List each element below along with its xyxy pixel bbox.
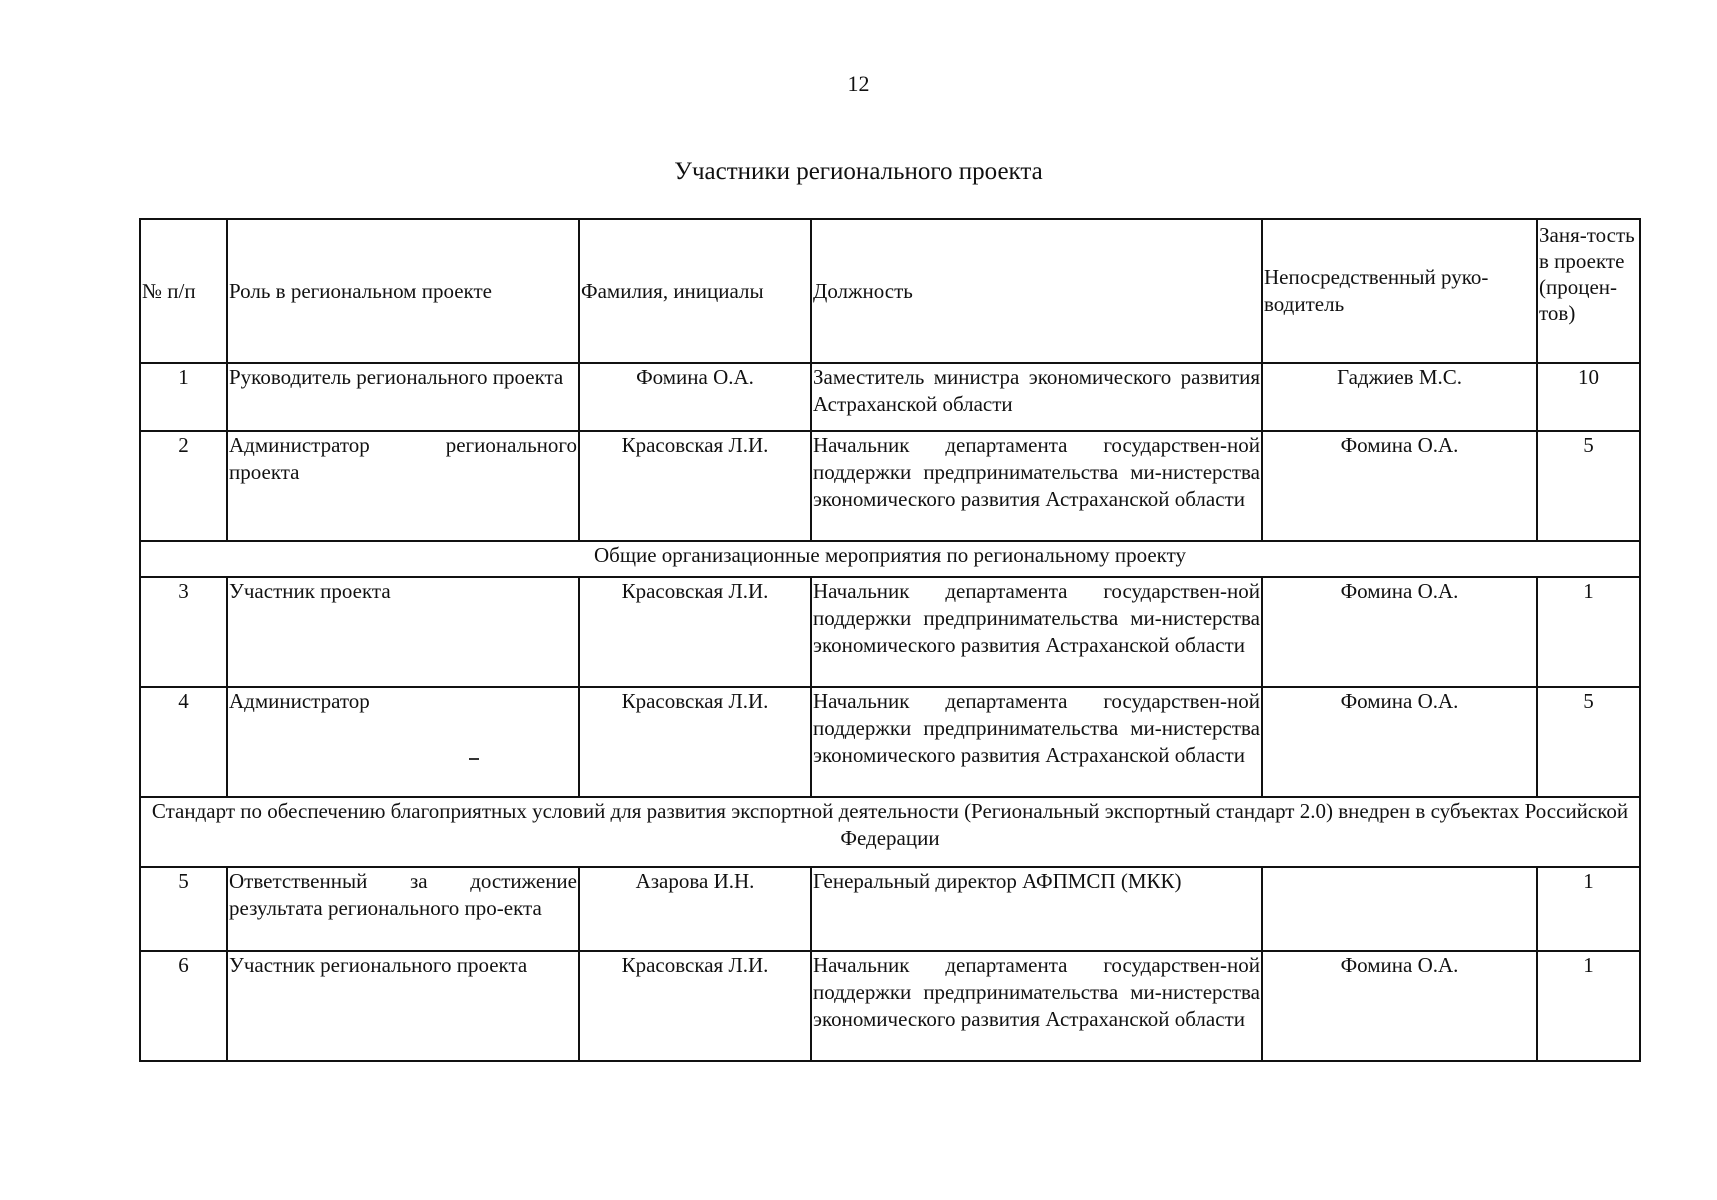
cell-role: Администратор (227, 687, 579, 797)
cell-position: Генеральный директор АФПМСП (МКК) (811, 867, 1262, 951)
cell-position: Заместитель министра экономического развития Астраханской области (811, 363, 1262, 431)
cell-name: Азарова И.Н. (579, 867, 811, 951)
participants-table (139, 218, 1641, 1062)
cell-position: Начальник департамента государствен-ной поддержки предпринимательства ми-нистерства экономического развития Астраханской области (811, 687, 1262, 797)
cell-position: Начальник департамента государствен-ной поддержки предпринимательства ми-нистерства экономического развития Астраханской области (811, 577, 1262, 687)
cell-manager: Фомина О.А. (1262, 431, 1537, 541)
header-number: № п/п (140, 219, 227, 363)
cell-role: Участник регионального проекта (227, 951, 579, 1061)
cell-number: 1 (140, 363, 227, 431)
cell-manager: Гаджиев М.С. (1262, 363, 1537, 431)
cell-manager: Фомина О.А. (1262, 577, 1537, 687)
cell-role: Участник проекта (227, 577, 579, 687)
cell-load: 5 (1537, 687, 1640, 797)
cell-name: Фомина О.А. (579, 363, 811, 431)
cell-manager: Фомина О.А. (1262, 951, 1537, 1061)
cell-position: Начальник департамента государствен-ной поддержки предпринимательства ми-нистерства экономического развития Астраханской области (811, 431, 1262, 541)
header-name: Фамилия, инициалы (579, 219, 811, 363)
cell-number: 4 (140, 687, 227, 797)
page-number: 12 (847, 71, 870, 96)
cell-number: 5 (140, 867, 227, 951)
cell-manager: Фомина О.А. (1262, 687, 1537, 797)
table-row (140, 431, 1640, 541)
cell-load: 5 (1537, 431, 1640, 541)
cell-role: Ответственный за достижение результата регионального про-екта (227, 867, 579, 951)
cell-role: Администратор регионального проекта (227, 431, 579, 541)
table-row (140, 687, 1640, 797)
header-position: Должность (811, 219, 1262, 363)
table-section-row (140, 797, 1640, 867)
cell-load: 1 (1537, 951, 1640, 1061)
header-manager: Непосредственный руко-водитель (1262, 219, 1537, 363)
section-heading: Общие организационные мероприятия по региональному проекту (140, 541, 1640, 577)
cell-name: Красовская Л.И. (579, 431, 811, 541)
cell-position: Начальник департамента государствен-ной поддержки предпринимательства ми-нистерства экономического развития Астраханской области (811, 951, 1262, 1061)
cell-manager (1262, 867, 1537, 951)
cell-number: 2 (140, 431, 227, 541)
page-title: Участники регионального проекта (674, 158, 1043, 185)
table-row (140, 951, 1640, 1061)
header-load: Заня-тость в проекте (процен-тов) (1537, 219, 1640, 363)
cell-name: Красовская Л.И. (579, 687, 811, 797)
cell-load: 1 (1537, 867, 1640, 951)
cell-load: 10 (1537, 363, 1640, 431)
cell-number: 6 (140, 951, 227, 1061)
cell-name: Красовская Л.И. (579, 951, 811, 1061)
section-heading: Стандарт по обеспечению благоприятных условий для развития экспортной деятельности (Региональный экспортный стандарт 2.0) внедрен в субъектах Российской Федерации (140, 797, 1640, 867)
stray-dash-mark (469, 758, 479, 760)
header-role: Роль в региональном проекте (227, 219, 579, 363)
cell-load: 1 (1537, 577, 1640, 687)
table-header-row (140, 219, 1640, 363)
table-row (140, 867, 1640, 951)
table-section-row (140, 541, 1640, 577)
table-row (140, 577, 1640, 687)
cell-name: Красовская Л.И. (579, 577, 811, 687)
cell-role: Руководитель регионального проекта (227, 363, 579, 431)
table-row (140, 363, 1640, 431)
cell-number: 3 (140, 577, 227, 687)
